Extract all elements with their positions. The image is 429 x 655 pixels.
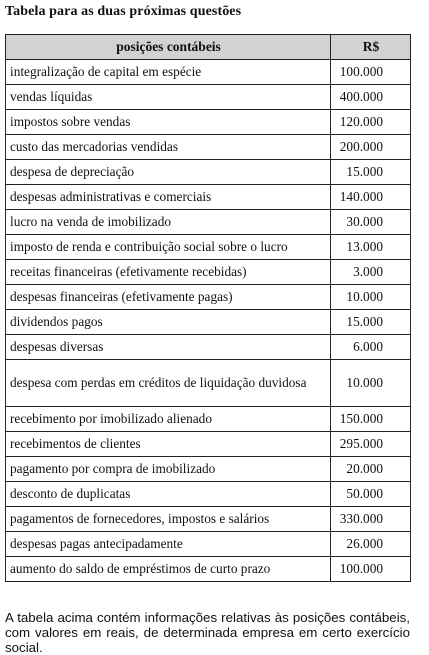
row-value: 330.000: [331, 507, 411, 532]
row-label: custo das mercadorias vendidas: [6, 135, 331, 160]
row-label: desconto de duplicatas: [6, 482, 331, 507]
row-value: 295.000: [331, 432, 411, 457]
column-header-accounts: posições contábeis: [6, 35, 331, 60]
table-row: [6, 60, 411, 85]
row-value: 20.000: [331, 457, 411, 482]
row-value: 100.000: [331, 557, 411, 582]
table-row: [6, 160, 411, 185]
table-row: [6, 235, 411, 260]
row-value: 150.000: [331, 407, 411, 432]
table-row: [6, 457, 411, 482]
table-heading: Tabela para as duas próximas questões: [5, 4, 242, 19]
row-label: dividendos pagos: [6, 310, 331, 335]
table-row: [6, 260, 411, 285]
table-row: [6, 210, 411, 235]
row-label: pagamentos de fornecedores, impostos e salários: [6, 507, 331, 532]
row-label: vendas líquidas: [6, 85, 331, 110]
row-label: aumento do saldo de empréstimos de curto prazo: [6, 557, 331, 582]
row-label: integralização de capital em espécie: [6, 60, 331, 85]
table-row: [6, 407, 411, 432]
row-value: 13.000: [331, 235, 411, 260]
row-label: imposto de renda e contribuição social sobre o lucro: [6, 235, 331, 260]
row-value: 10.000: [331, 360, 411, 407]
table-row: [6, 335, 411, 360]
table-row: [6, 185, 411, 210]
table-row: [6, 557, 411, 582]
row-value: 200.000: [331, 135, 411, 160]
table-row: [6, 532, 411, 557]
table-row: [6, 135, 411, 160]
table-row: [6, 285, 411, 310]
row-value: 100.000: [331, 60, 411, 85]
row-label: despesas diversas: [6, 335, 331, 360]
row-value: 15.000: [331, 160, 411, 185]
table-row: [6, 432, 411, 457]
footer-paragraph: A tabela acima contém informações relativas às posições contábeis, com valores em reais, de determinada empresa em certo exercício social.: [5, 610, 410, 655]
row-label: despesas administrativas e comerciais: [6, 185, 331, 210]
table-row: [6, 110, 411, 135]
row-label: despesas pagas antecipadamente: [6, 532, 331, 557]
row-label: lucro na venda de imobilizado: [6, 210, 331, 235]
row-label: recebimentos de clientes: [6, 432, 331, 457]
row-value: 30.000: [331, 210, 411, 235]
row-value: 6.000: [331, 335, 411, 360]
row-label: pagamento por compra de imobilizado: [6, 457, 331, 482]
table-row: [6, 310, 411, 335]
row-value: 15.000: [331, 310, 411, 335]
row-value: 400.000: [331, 85, 411, 110]
row-value: 10.000: [331, 285, 411, 310]
row-label: impostos sobre vendas: [6, 110, 331, 135]
accounting-table: [5, 34, 411, 582]
table-header-row: [6, 35, 411, 60]
row-label: despesa de depreciação: [6, 160, 331, 185]
row-value: 26.000: [331, 532, 411, 557]
row-label: despesa com perdas em créditos de liquidação duvidosa: [6, 360, 331, 407]
row-label: despesas financeiras (efetivamente pagas): [6, 285, 331, 310]
table-row: [6, 360, 411, 407]
table-row: [6, 85, 411, 110]
row-value: 120.000: [331, 110, 411, 135]
row-value: 140.000: [331, 185, 411, 210]
table-row: [6, 482, 411, 507]
row-label: receitas financeiras (efetivamente recebidas): [6, 260, 331, 285]
column-header-amount: R$: [331, 35, 411, 60]
row-value: 50.000: [331, 482, 411, 507]
table-row: [6, 507, 411, 532]
row-label: recebimento por imobilizado alienado: [6, 407, 331, 432]
row-value: 3.000: [331, 260, 411, 285]
